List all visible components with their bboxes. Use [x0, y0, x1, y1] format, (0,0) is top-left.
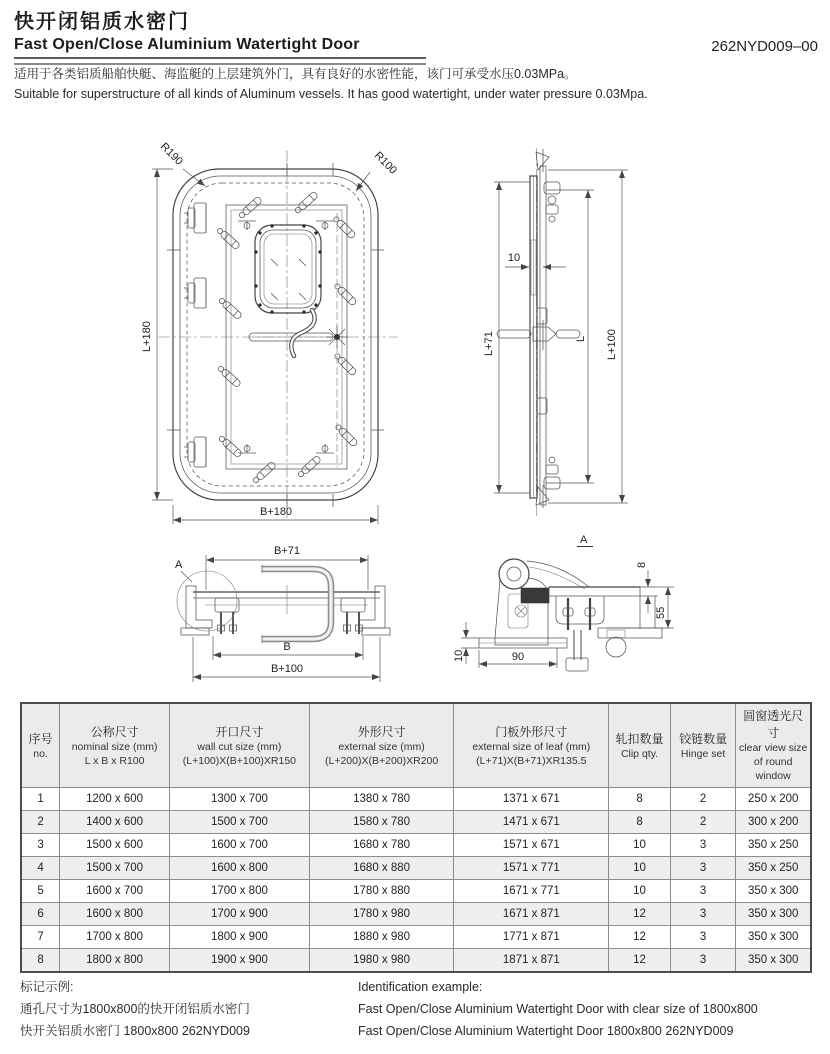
table-cell: 1880 x 980 [309, 925, 454, 948]
table-cell: 1380 x 780 [309, 787, 454, 810]
detail-lower-parts [566, 596, 662, 671]
description-zh: 适用于各类铝质船舶快艇、海监艇的上层建筑外门，具有良好的水密性能，该门可承受水压0.03MPa。 [14, 67, 577, 81]
table-cell: 350 x 250 [736, 833, 811, 856]
table-cell: 1300 x 700 [170, 787, 310, 810]
col-header-no: 序号 no. [21, 703, 60, 787]
document-number: 262NYD009–00 [711, 38, 818, 55]
window-drawing [254, 224, 321, 313]
table-cell: 10 [609, 833, 671, 856]
table-cell: 1600 x 800 [170, 856, 310, 879]
table-cell: 1471 x 671 [454, 810, 609, 833]
table-cell: 1800 x 800 [60, 948, 170, 972]
table-cell: 1571 x 671 [454, 833, 609, 856]
identification-example-zh [20, 976, 250, 1042]
table-cell: 2 [670, 810, 736, 833]
table-cell: 350 x 300 [736, 902, 811, 925]
table-row [21, 948, 811, 972]
detail-a-drawing [453, 534, 674, 671]
side-frame-height-label: L+100 [606, 329, 618, 360]
table-row [21, 902, 811, 925]
table-cell: 250 x 200 [736, 787, 811, 810]
table-cell: 1700 x 900 [170, 902, 310, 925]
table-cell: 1771 x 871 [454, 925, 609, 948]
col-header-nominal-size: 公称尺寸 nominal size (mm) L x B x R100 [60, 703, 170, 787]
table-cell: 1200 x 600 [60, 787, 170, 810]
table-cell: 3 [21, 833, 60, 856]
table-cell: 1600 x 700 [60, 879, 170, 902]
table-cell: 8 [21, 948, 60, 972]
table-cell: 350 x 300 [736, 948, 811, 972]
top-frame-width-label: B+100 [270, 663, 304, 675]
table-cell: 6 [21, 902, 60, 925]
page-title-en: Fast Open/Close Aluminium Watertight Door [14, 36, 360, 53]
front-r190-label: R190 [157, 140, 185, 168]
table-row [21, 925, 811, 948]
table-cell: 1600 x 800 [60, 902, 170, 925]
table-cell: 1500 x 700 [170, 810, 310, 833]
table-cell: 5 [21, 879, 60, 902]
table-cell: 3 [670, 879, 736, 902]
table-cell: 8 [609, 810, 671, 833]
table-cell: 10 [609, 856, 671, 879]
table-cell: 1800 x 900 [170, 925, 310, 948]
table-cell: 1700 x 800 [60, 925, 170, 948]
detail-depth-label: 55 [655, 606, 667, 619]
identification-title-zh: 标记示例: [20, 980, 74, 994]
table-cell: 1 [21, 787, 60, 810]
table-cell: 1671 x 871 [454, 902, 609, 925]
table-row [21, 856, 811, 879]
table-cell: 1580 x 780 [309, 810, 454, 833]
table-cell: 12 [609, 925, 671, 948]
side-leaf-height-label: L+71 [483, 331, 495, 356]
top-view-drawing [175, 545, 390, 682]
header [14, 5, 816, 65]
table-cell: 300 x 200 [736, 810, 811, 833]
table-cell: 1371 x 671 [454, 787, 609, 810]
col-header-external-size: 外形尺寸 external size (mm) (L+200)X(B+200)XR200 [309, 703, 454, 787]
table-cell: 3 [670, 856, 736, 879]
table-cell: 1980 x 980 [309, 948, 454, 972]
side-handle-spindle [497, 320, 580, 350]
col-header-hinge-set: 铰链数量 Hinge set [670, 703, 736, 787]
table-cell: 1571 x 771 [454, 856, 609, 879]
identification-line1-en: Fast Open/Close Aluminium Watertight Door with clear size of 1800x800 [358, 1002, 758, 1016]
table-cell: 3 [670, 902, 736, 925]
table-row [21, 787, 811, 810]
table-cell: 1500 x 700 [60, 856, 170, 879]
technical-drawing [0, 118, 830, 698]
front-height-dim-label: L+180 [141, 321, 153, 352]
table-cell: 10 [609, 879, 671, 902]
side-bottom-hinge [536, 457, 560, 508]
table-cell: 12 [609, 902, 671, 925]
description [14, 64, 648, 104]
table-cell: 12 [609, 948, 671, 972]
table-cell: 2 [21, 810, 60, 833]
table-cell: 1700 x 800 [170, 879, 310, 902]
top-clear-width-label: B [283, 641, 291, 653]
top-leaf-width-label: B+71 [274, 545, 300, 557]
table-cell: 3 [670, 948, 736, 972]
table-row [21, 833, 811, 856]
detail-hinge-bracket [479, 559, 589, 648]
table-cell: 350 x 300 [736, 879, 811, 902]
table-cell: 1680 x 780 [309, 833, 454, 856]
table-cell: 1780 x 980 [309, 902, 454, 925]
table-cell: 1900 x 900 [170, 948, 310, 972]
table-cell: 3 [670, 925, 736, 948]
side-top-hinge [544, 182, 560, 222]
table-cell: 350 x 300 [736, 925, 811, 948]
col-header-wall-cut-size: 开口尺寸 wall cut size (mm) (L+100)X(B+100)XR150 [170, 703, 310, 787]
specification-table [20, 702, 812, 973]
table-row [21, 879, 811, 902]
handle-hub [326, 326, 348, 348]
side-view-dimensions [483, 170, 628, 503]
page-title-zh: 快开闭铝质水密门 [14, 11, 190, 33]
side-view-drawing [483, 148, 628, 516]
table-cell: 350 x 250 [736, 856, 811, 879]
detail-plate-thickness-label: 8 [636, 561, 648, 568]
table-cell: 1600 x 700 [170, 833, 310, 856]
table-cell: 1500 x 600 [60, 833, 170, 856]
side-clear-height-label: L [575, 335, 587, 342]
front-view-drawing [141, 141, 399, 524]
table-cell: 1871 x 871 [454, 948, 609, 972]
table-cell: 1780 x 880 [309, 879, 454, 902]
table-cell: 1680 x 880 [309, 856, 454, 879]
detail-a-title: A [580, 534, 588, 546]
table-body [21, 787, 811, 972]
table-cell: 2 [670, 787, 736, 810]
detail-hinge-offset-label: 90 [511, 651, 525, 663]
top-detail-ref-label: A [175, 559, 183, 571]
identification-line1-zh: 通孔尺寸为1800x800的快开闭铝质水密门 [20, 1002, 250, 1016]
description-en: Suitable for superstructure of all kinds of Aluminum vessels. It has good watertight, under water pressure 0.03Mpa. [14, 87, 648, 101]
table-cell: 1671 x 771 [454, 879, 609, 902]
identification-example-en [358, 976, 758, 1042]
table-header-row [21, 703, 811, 787]
table-cell: 3 [670, 833, 736, 856]
front-width-dim-label: B+180 [259, 506, 293, 518]
table-cell: 4 [21, 856, 60, 879]
identification-title-en: Identification example: [358, 980, 483, 994]
side-thickness-label: 10 [507, 252, 521, 264]
col-header-clip-qty: 轧扣数量 Clip qty. [609, 703, 671, 787]
table-cell: 1400 x 600 [60, 810, 170, 833]
table-row [21, 810, 811, 833]
col-header-leaf-size: 门板外形尺寸 external size of leaf (mm) (L+71)X(B+71)XR135.5 [454, 703, 609, 787]
col-header-window-size: 圆窗透光尺寸 clear view size of round window [736, 703, 811, 787]
front-r100-label: R100 [371, 149, 399, 177]
identification-line2-zh: 快开关铝质水密门 1800x800 262NYD009 [20, 1024, 250, 1038]
table-cell: 7 [21, 925, 60, 948]
table-cell: 8 [609, 787, 671, 810]
top-right-clip [341, 598, 365, 634]
identification-line2-en: Fast Open/Close Aluminium Watertight Door 1800x800 262NYD009 [358, 1024, 734, 1038]
detail-foot-thickness-label: 10 [453, 649, 465, 662]
